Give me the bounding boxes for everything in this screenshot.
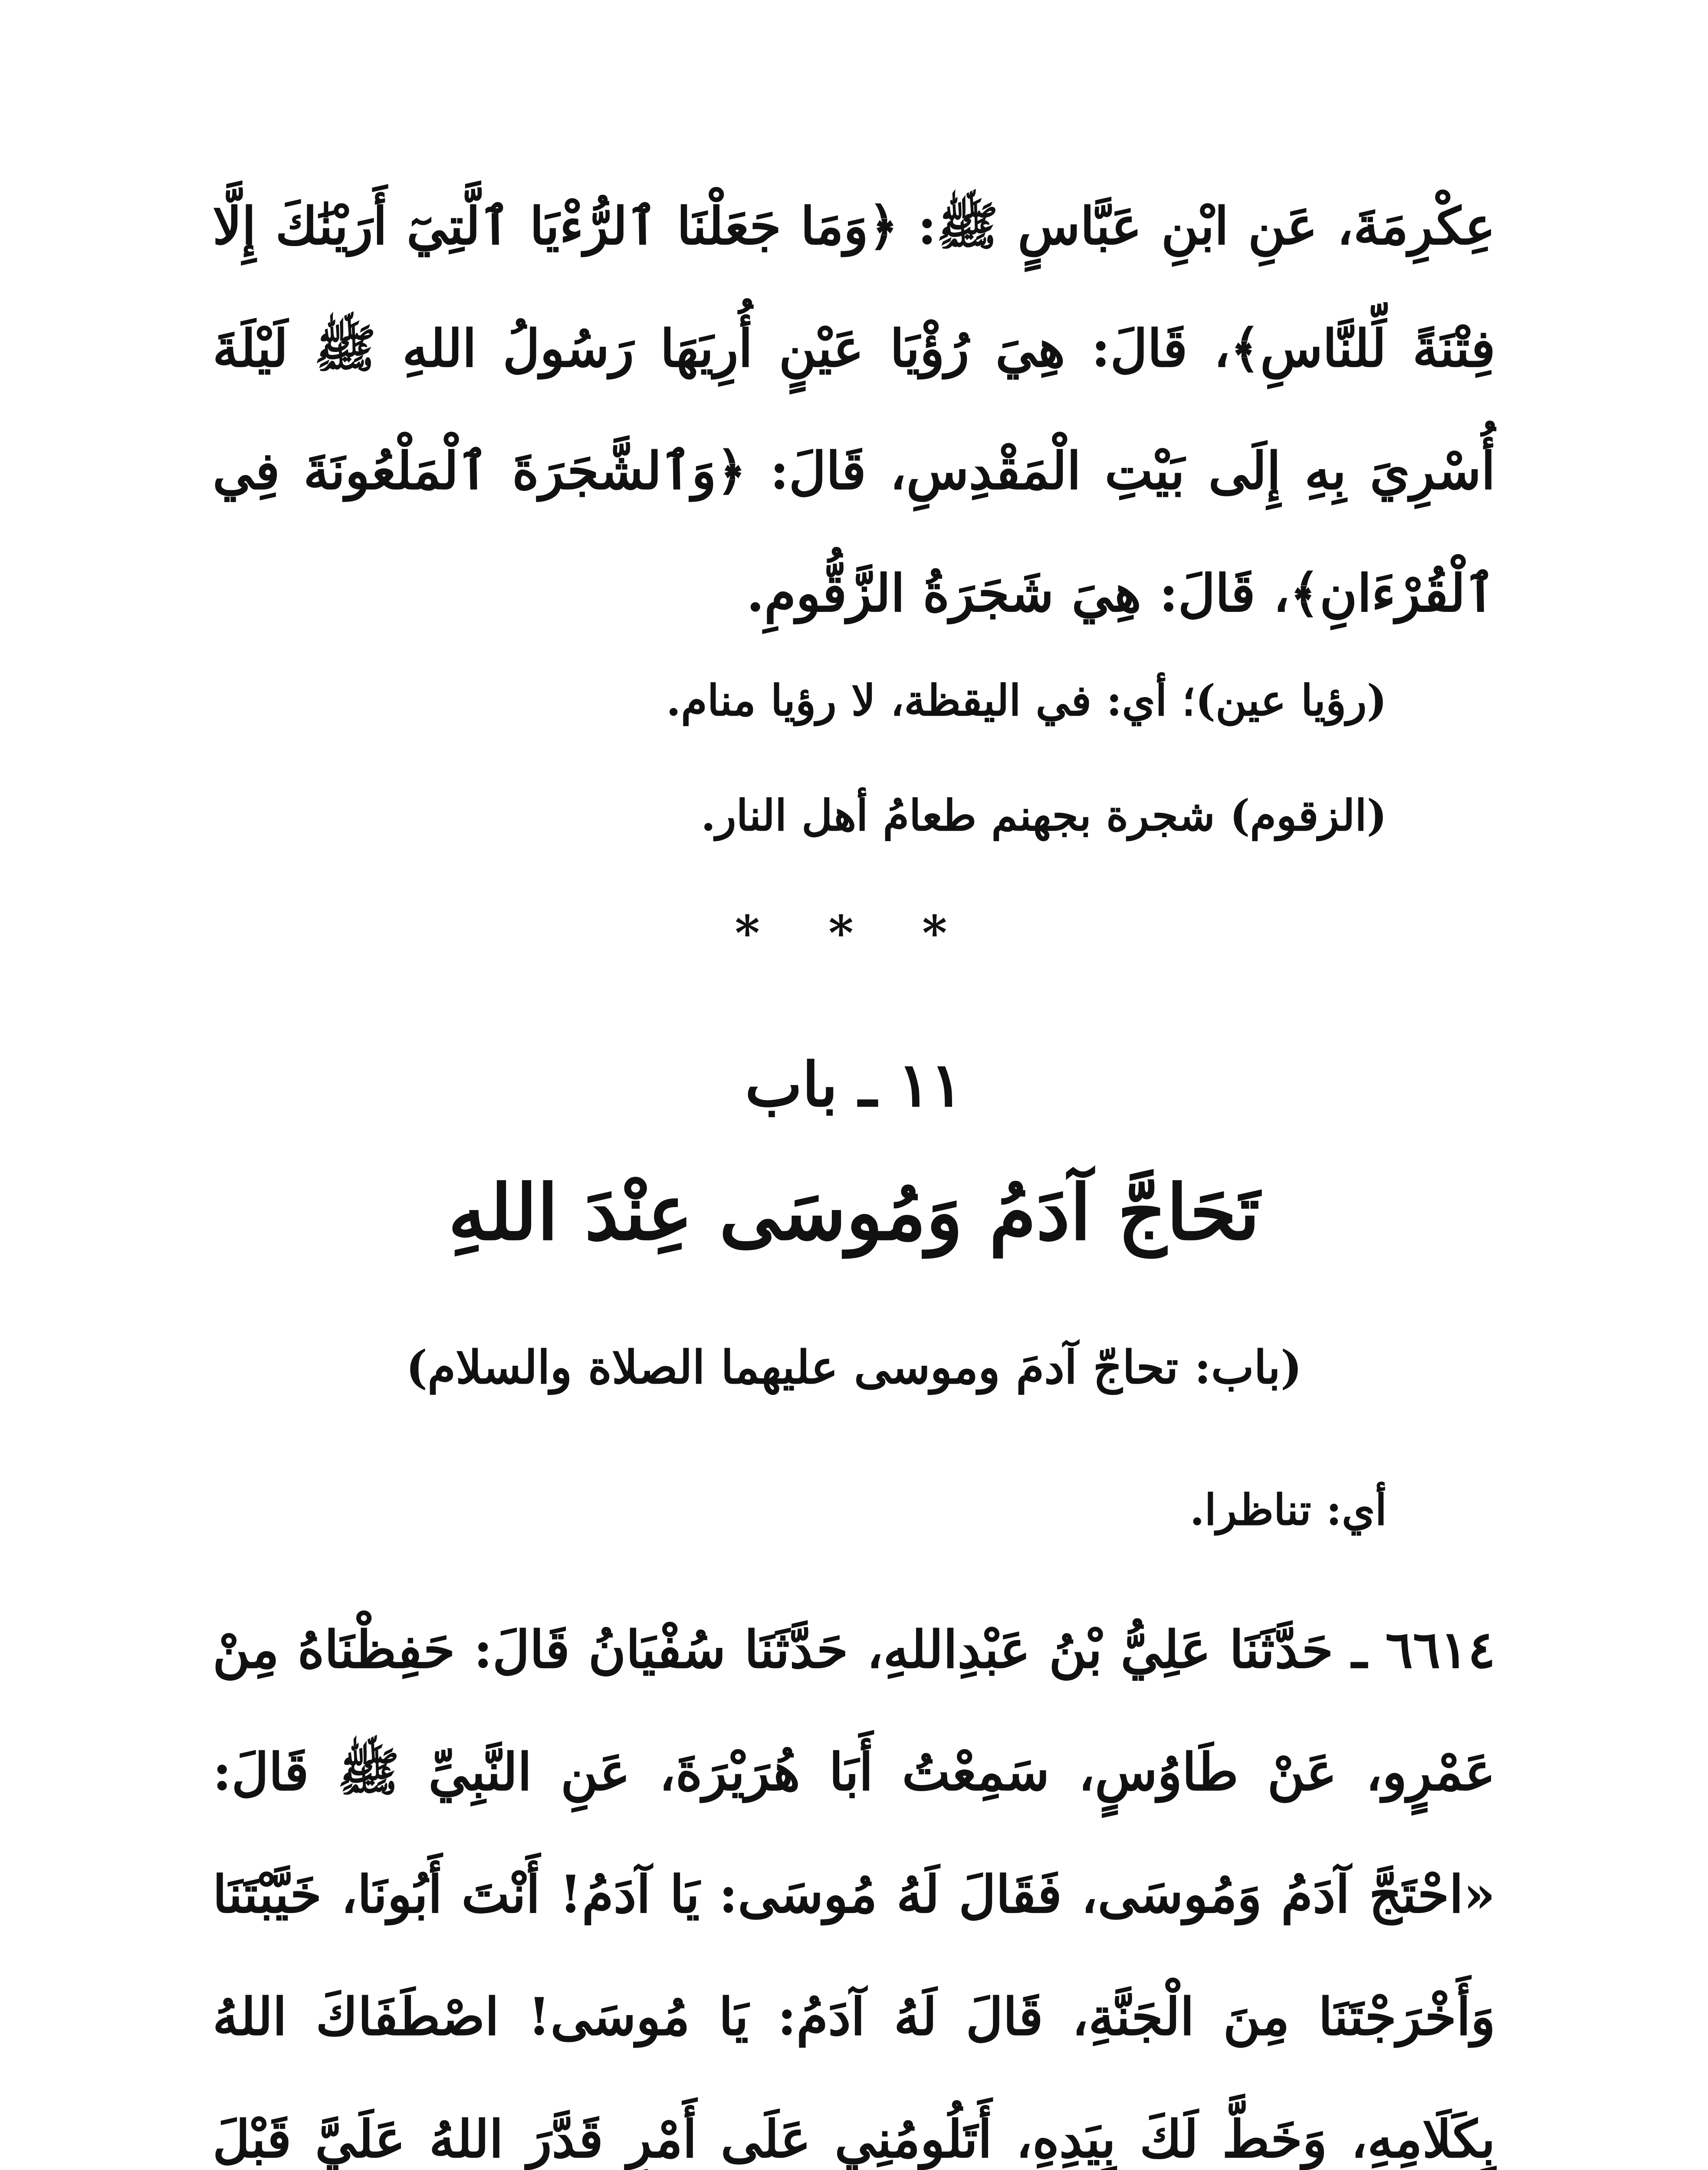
chapter-gloss: أي: تناظرا. xyxy=(1189,1485,1387,1535)
top-paragraph: عِكْرِمَةَ، عَنِ ابْنِ عَبَّاسٍ ﷺ: ﴿وَمَا جَعَلْنَا ٱلرُّءْيَا ٱلَّتِيٓ أَرَيْنَٰكَ إِلَّا فِتْنَةً لِّلنَّاسِ﴾، قَالَ: هِيَ رُؤْيَا عَيْنٍ أُرِيَهَا رَسُولُ اللهِ ﷺ لَيْلَةَ أُسْرِيَ بِهِ إِلَى بَيْتِ الْمَقْدِسِ، قَالَ: ﴿وَٱلشَّجَرَةَ ٱلْمَلْعُونَةَ فِي ٱلْقُرْءَانِ﴾، قَالَ: هِيَ شَجَرَةُ الزَّقُّومِ. xyxy=(213,196,1495,623)
note-zaqqum: (الزقوم) شجرة بجهنم طعامُ أهل النار. xyxy=(701,791,1387,841)
hadith-paragraph: ٦٦١٤ ـ حَدَّثَنَا عَلِيُّ بْنُ عَبْدِاللهِ، حَدَّثَنَا سُفْيَانُ قَالَ: حَفِظْنَاهُ مِنْ عَمْرٍو، عَنْ طَاوُسٍ، سَمِعْتُ أَبَا هُرَيْرَةَ، عَنِ النَّبِيِّ ﷺ قَالَ: «احْتَجَّ آدَمُ وَمُوسَى، فَقَالَ لَهُ مُوسَى: يَا آدَمُ! أَنْتَ أَبُونَا، خَيَّبْتَنَا وَأَخْرَجْتَنَا مِنَ الْجَنَّةِ، قَالَ لَهُ آدَمُ: يَا مُوسَى! اصْطَفَاكَ اللهُ بِكَلَامِهِ، وَخَطَّ لَكَ بِيَدِهِ، أَتَلُومُنِي عَلَى أَمْرٍ قَدَّرَ اللهُ عَلَيَّ قَبْلَ xyxy=(213,1619,1495,2169)
note-ruya-ayn: (رؤيا عين)؛ أي: في اليقظة، لا رؤيا منام. xyxy=(666,676,1387,726)
chapter-subtitle: (باب: تحاجّ آدمَ وموسى عليهما الصلاة والسلام) xyxy=(406,1340,1302,1394)
chapter-title: تَحَاجَّ آدَمُ وَمُوسَى عِنْدَ اللهِ xyxy=(448,1168,1260,1257)
chapter-number: ١١ ـ باب xyxy=(745,1049,963,1121)
section-separator: * * * xyxy=(735,905,973,961)
